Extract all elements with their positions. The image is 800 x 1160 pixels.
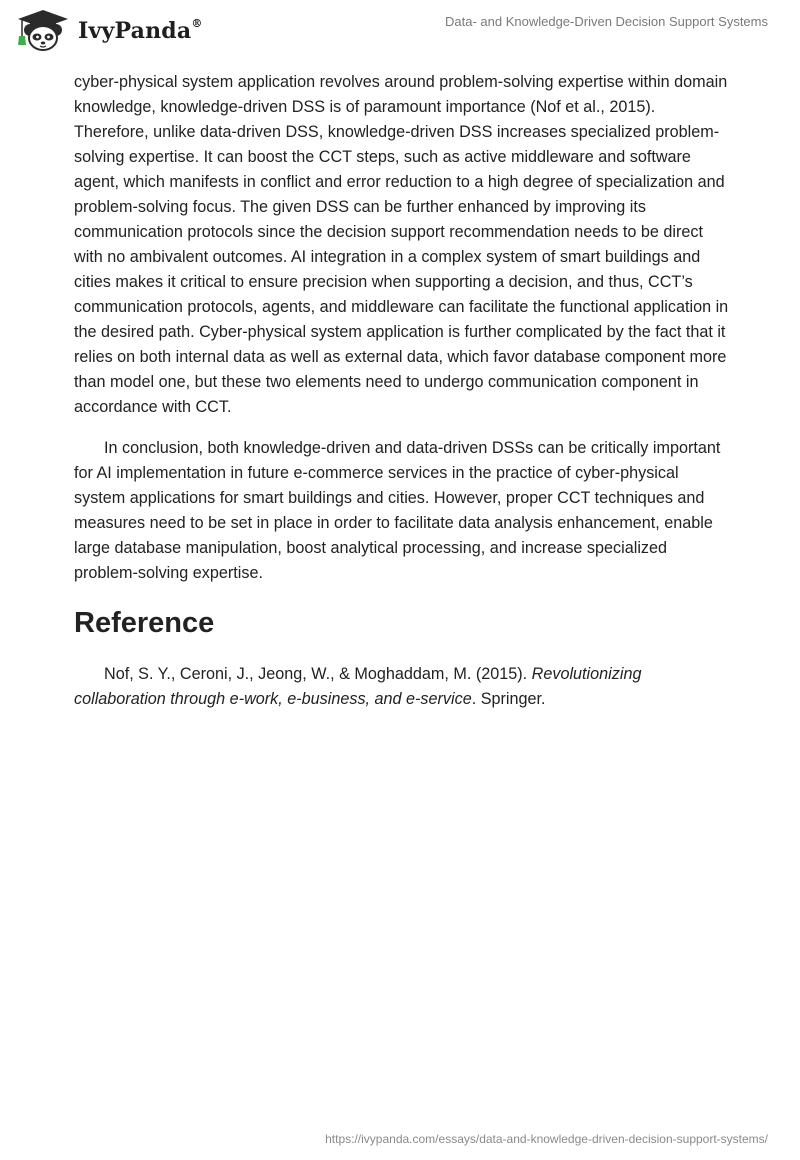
panda-graduate-icon (14, 8, 72, 52)
document-body (74, 70, 734, 728)
brand-name (78, 18, 203, 44)
footer-url-link[interactable]: https://ivypanda.com/essays/data-and-knowledge-driven-decision-support-systems/ (325, 1132, 768, 1146)
reference-heading: Reference (74, 607, 215, 639)
reference-entry (74, 662, 734, 712)
brand-name-text: IvyPanda (78, 18, 192, 44)
body-paragraph-1: cyber-physical system application revolves around problem-solving expertise within domain knowledge, knowledge-driven DSS is of paramount importance (Nof et al., 2015). Therefore, unlike data-driven DSS, knowledge-driven DSS increases specialized problem-solving expertise. It can boost the CCT steps, such as active middleware and software agent, which manifests in conflict and error reduction to a high degree of specialization and problem-solving focus. The given DSS can be further enhanced by improving its communication protocols since the decision support recommendation needs to be direct with no ambivalent outcomes. AI integration in a complex system of smart buildings and cities makes it critical to ensure precision when supporting a decision, and thus, CCT’s communication protocols, agents, and middleware can facilitate the functional application in the desired path. Cyber-physical system application is further complicated by the fact that it relies on both internal data as well as external data, which favor database component more than model one, but these two elements need to undergo communication component in accordance with CCT. (74, 73, 729, 416)
registered-mark: ® (191, 16, 203, 30)
ivypanda-logo[interactable] (14, 8, 203, 52)
reference-title: Revolutionizing collaboration through e-work, e-business, and e-service (74, 665, 642, 708)
reference-publisher: . Springer. (471, 690, 546, 708)
body-paragraph-2: In conclusion, both knowledge-driven and data-driven DSSs can be critically important for AI implementation in future e-commerce services in the practice of cyber-physical system applications for smart buildings and cities. However, proper CCT techniques and measures need to be set in place in order to facilitate data analysis enhancement, enable large database manipulation, boost analytical processing, and increase specialized problem-solving expertise. (74, 439, 721, 582)
reference-authors: Nof, S. Y., Ceroni, J., Jeong, W., & Moghaddam, M. (2015). (104, 665, 532, 683)
page-header (0, 0, 800, 60)
running-title: Data- and Knowledge-Driven Decision Support Systems (445, 14, 768, 29)
